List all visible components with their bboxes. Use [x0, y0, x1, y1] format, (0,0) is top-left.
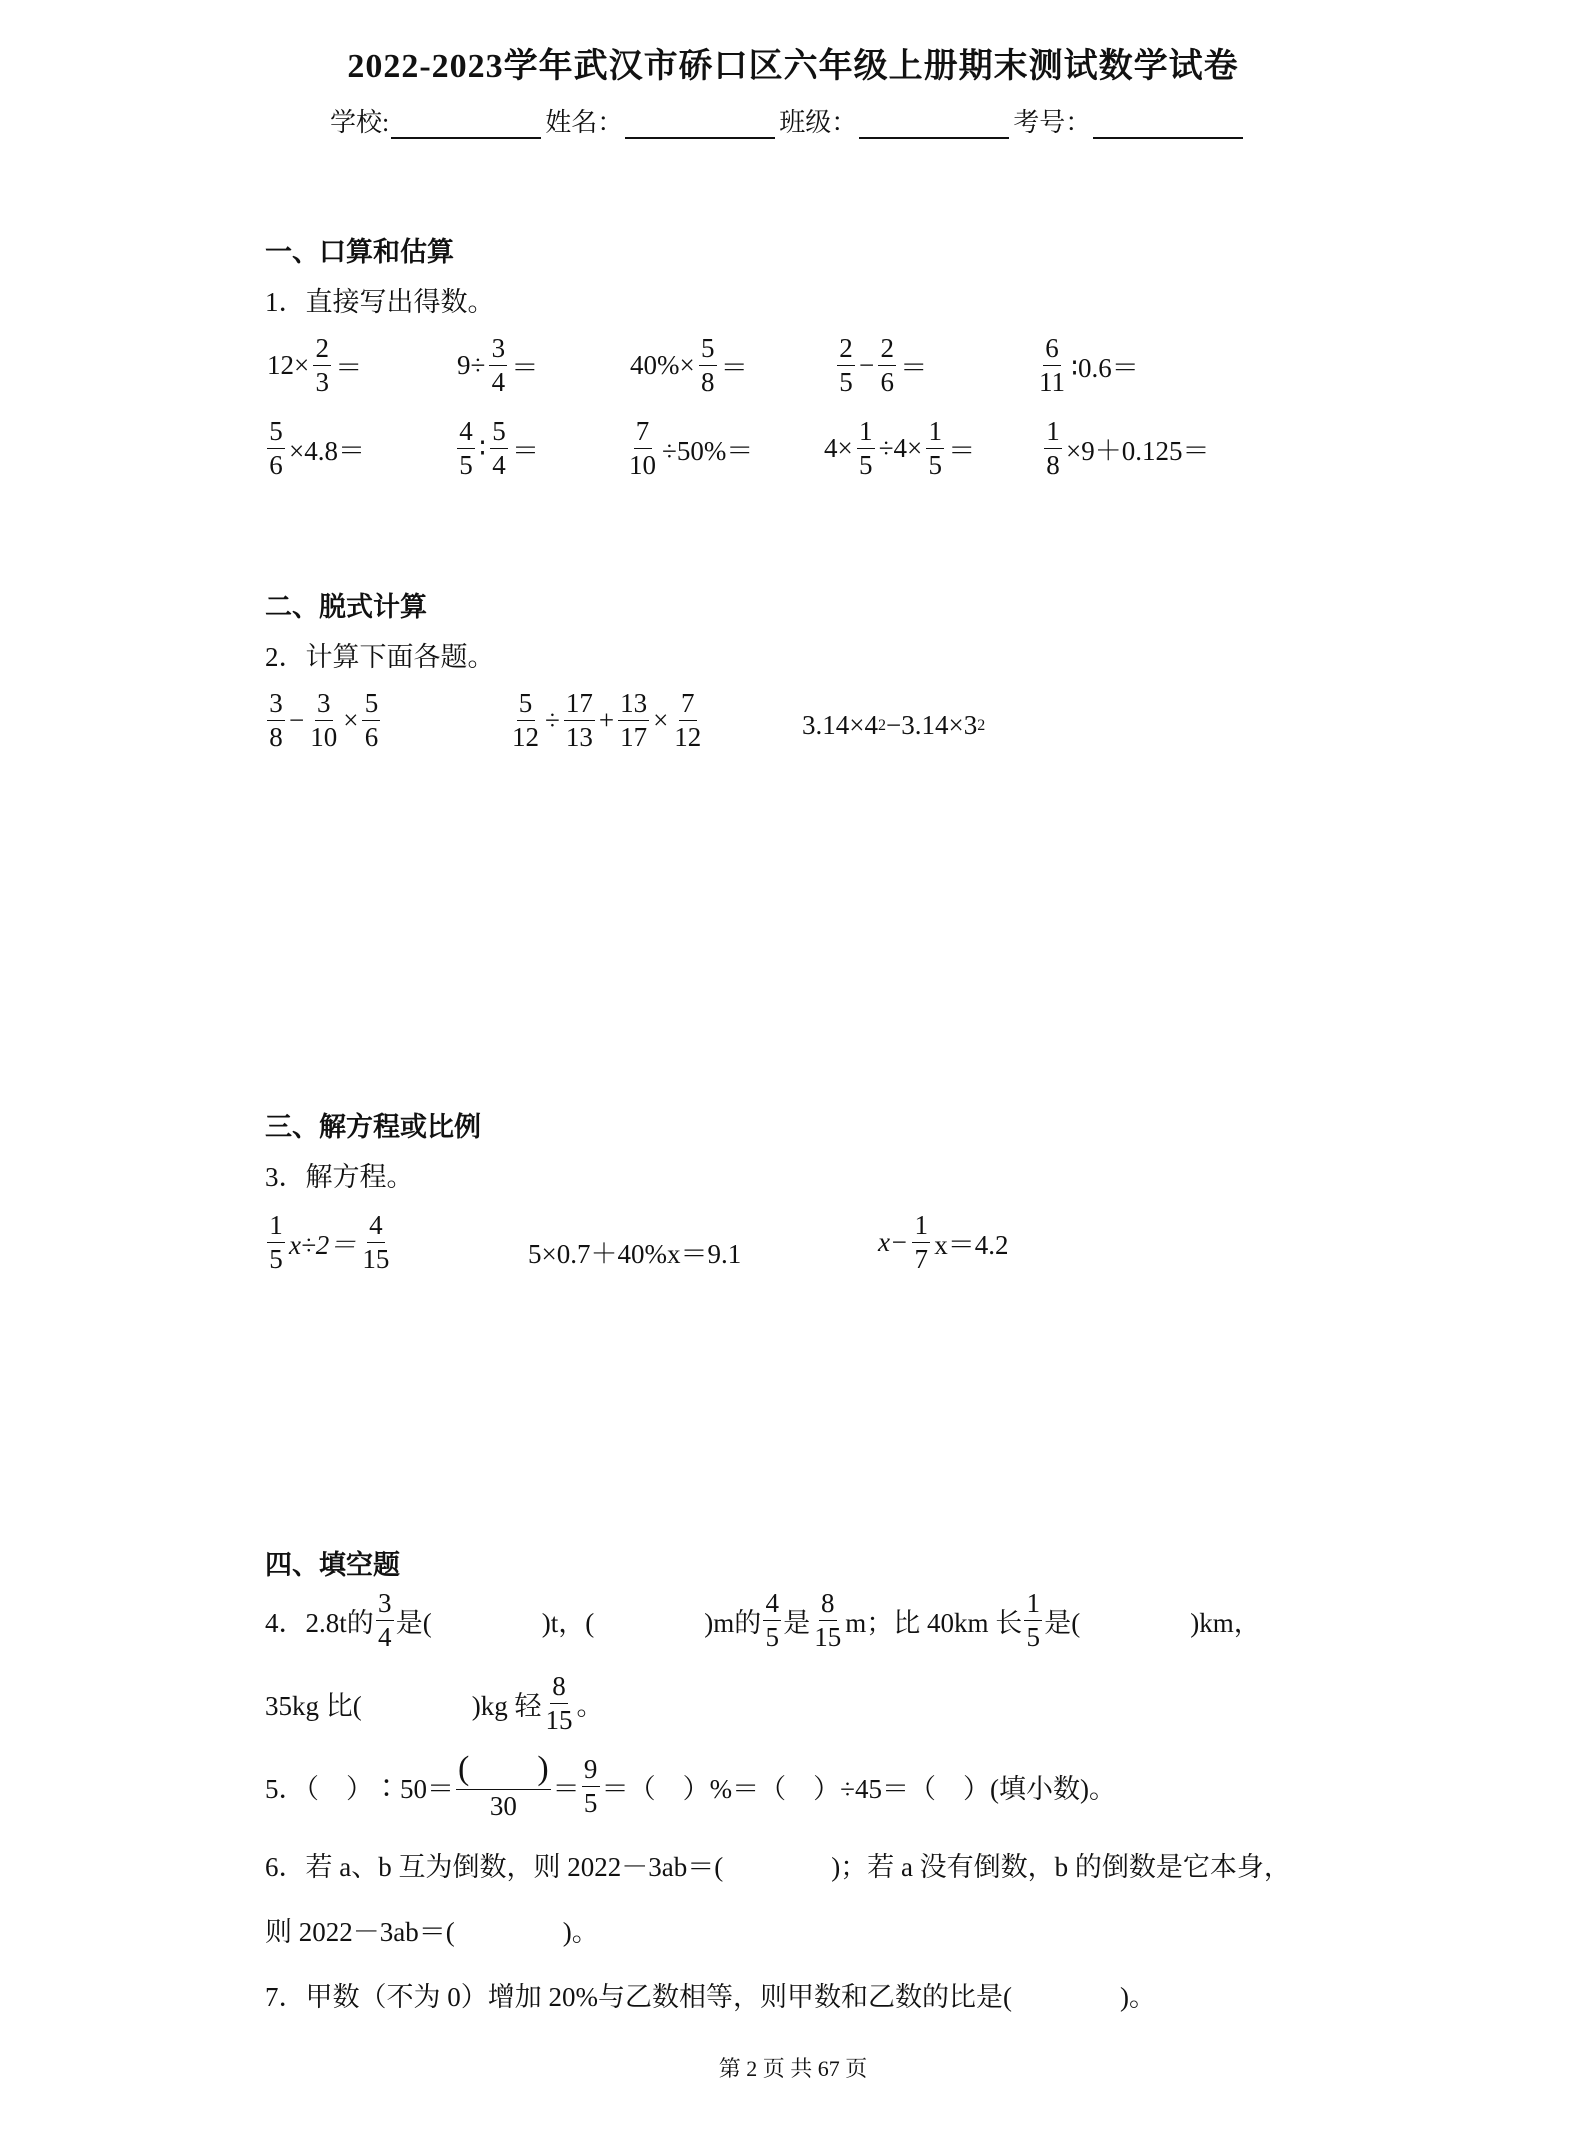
fraction: $\frac{3}{8}$ — [267, 690, 285, 751]
fraction: $\frac{1}{5}$ — [926, 418, 944, 479]
q1-item-8: $\frac{7}{10}$ ÷50%＝ — [629, 416, 754, 480]
q4-line-1: 4．2.8t的 $\frac{3}{4}$ 是( )t，( )m的 $\frac{4}{5}$ 是 $\frac{8}{15}$ m；比 40km 长 $\frac{1}{5}$ 是( )km， — [265, 1588, 1261, 1652]
q1-item-1: 12× $\frac{2}{3}$ ＝ — [267, 333, 363, 397]
section-3-heading: 三、解方程或比例 — [265, 1112, 481, 1142]
student-info-row — [330, 102, 1247, 139]
page-title: 2022-2023学年武汉市硚口区六年级上册期末测试数学试卷 — [347, 48, 1239, 85]
fraction: $\frac{9}{5}$ — [582, 1756, 600, 1817]
fraction: $\frac{5}{6}$ — [362, 690, 380, 751]
q1-item-9: 4× $\frac{1}{5}$ ÷4× $\frac{1}{5}$ ＝ — [824, 416, 976, 480]
q1-item-2: 9÷ $\frac{3}{4}$ ＝ — [457, 333, 539, 397]
fraction: $\frac{1}{7}$ — [912, 1212, 930, 1273]
fraction: $\frac{5}{12}$ — [512, 688, 539, 752]
q1-item-5: $\frac{6}{11}$ ∶0.6＝ — [1039, 333, 1139, 397]
fraction: $\frac{8}{15}$ — [545, 1671, 573, 1735]
q2-item-2: $\frac{5}{12}$ ÷ $\frac{17}{13}$ + $\frac{13}{17}$ × $\frac{7}{12}$ — [512, 688, 702, 752]
q1-item-6: $\frac{5}{6}$ ×4.8＝ — [265, 418, 367, 479]
fraction: $\frac{17}{13}$ — [565, 688, 593, 752]
fraction: $\frac{13}{17}$ — [620, 688, 648, 752]
section-2-heading: 二、脱式计算 — [265, 592, 427, 622]
fraction: $\frac{4}{5}$ — [763, 1590, 781, 1651]
fraction: $\frac{2}{3}$ — [313, 335, 331, 396]
name-label: 姓名： — [545, 108, 624, 137]
q5-line: 5．（ ）∶50＝ $\frac{( )}{30}$ ＝ $\frac{9}{5}$ ＝（ ）%＝（ ）÷45＝（ ）(填小数)。 — [265, 1750, 1116, 1821]
q6-line-2: 则 2022－3ab＝( )。 — [265, 1917, 599, 1947]
paren-fraction[interactable]: $\frac{( )}{30}$ — [458, 1750, 549, 1821]
q6-line-1: 6．若 a、b 互为倒数，则 2022－3ab＝( )；若 a 没有倒数，b 的倒数是它本身， — [265, 1852, 1291, 1882]
fraction: $\frac{6}{11}$ — [1039, 333, 1065, 397]
q1-item-3: 40%× $\frac{5}{8}$ ＝ — [630, 333, 748, 397]
fraction: $\frac{1}{5}$ — [857, 418, 875, 479]
q1-item-7: $\frac{4}{5}$ ∶ $\frac{5}{4}$ ＝ — [455, 418, 541, 479]
page-footer: 第 2 页 共 67 页 — [718, 2056, 868, 2081]
school-label: 学校: — [330, 108, 390, 137]
q2-item-3: 3.14×4 2 −3.14×3 2 — [802, 710, 986, 740]
fraction: $\frac{2}{5}$ — [837, 335, 855, 396]
q1-item-4: $\frac{2}{5}$ − $\frac{2}{6}$ ＝ — [835, 335, 929, 396]
fraction: $\frac{5}{8}$ — [699, 335, 717, 396]
fraction: $\frac{5}{4}$ — [490, 418, 508, 479]
fraction: $\frac{2}{6}$ — [878, 335, 896, 396]
exam-number-label: 考号： — [1013, 108, 1092, 137]
fraction: $\frac{5}{6}$ — [267, 418, 285, 479]
q7-line: 7．甲数（不为 0）增加 20%与乙数相等，则甲数和乙数的比是( )。 — [265, 1982, 1156, 2012]
fraction: $\frac{3}{10}$ — [310, 688, 338, 752]
fraction: $\frac{4}{5}$ — [457, 418, 475, 479]
fraction: $\frac{1}{5}$ — [267, 1212, 285, 1273]
question-1-prompt: 1．直接写出得数。 — [265, 287, 495, 317]
class-blank[interactable] — [859, 109, 1009, 139]
fraction: $\frac{1}{8}$ — [1044, 418, 1062, 479]
school-blank[interactable] — [391, 109, 541, 139]
fraction: $\frac{1}{5}$ — [1024, 1590, 1042, 1651]
q2-item-1: $\frac{3}{8}$ − $\frac{3}{10}$ × $\frac{5}{6}$ — [265, 690, 382, 751]
section-1-heading: 一、口算和估算 — [265, 237, 454, 267]
question-3-prompt: 3．解方程。 — [265, 1162, 414, 1192]
fraction: $\frac{4}{15}$ — [362, 1210, 390, 1274]
fraction: $\frac{8}{15}$ — [814, 1588, 842, 1652]
section-4-heading: 四、填空题 — [265, 1550, 400, 1580]
question-2-prompt: 2．计算下面各题。 — [265, 642, 495, 672]
fraction: $\frac{7}{12}$ — [674, 688, 702, 752]
q3-item-3: x− $\frac{1}{7}$ x＝4.2 — [878, 1210, 1009, 1274]
fraction: $\frac{7}{10}$ — [629, 416, 656, 480]
fraction: $\frac{3}{4}$ — [376, 1590, 394, 1651]
q4-line-2: 35kg 比( )kg 轻 $\frac{8}{15}$ 。 — [265, 1671, 604, 1735]
q3-item-1: $\frac{1}{5}$ x÷2＝ $\frac{4}{15}$ — [265, 1212, 393, 1273]
q1-item-10: $\frac{1}{8}$ ×9＋0.125＝ — [1042, 418, 1211, 479]
name-blank[interactable] — [625, 109, 775, 139]
q3-item-2: 5×0.7＋40%x＝9.1 — [528, 1239, 742, 1269]
fraction: $\frac{3}{4}$ — [489, 335, 507, 396]
exam-number-blank[interactable] — [1093, 109, 1243, 139]
class-label: 班级： — [779, 108, 858, 137]
